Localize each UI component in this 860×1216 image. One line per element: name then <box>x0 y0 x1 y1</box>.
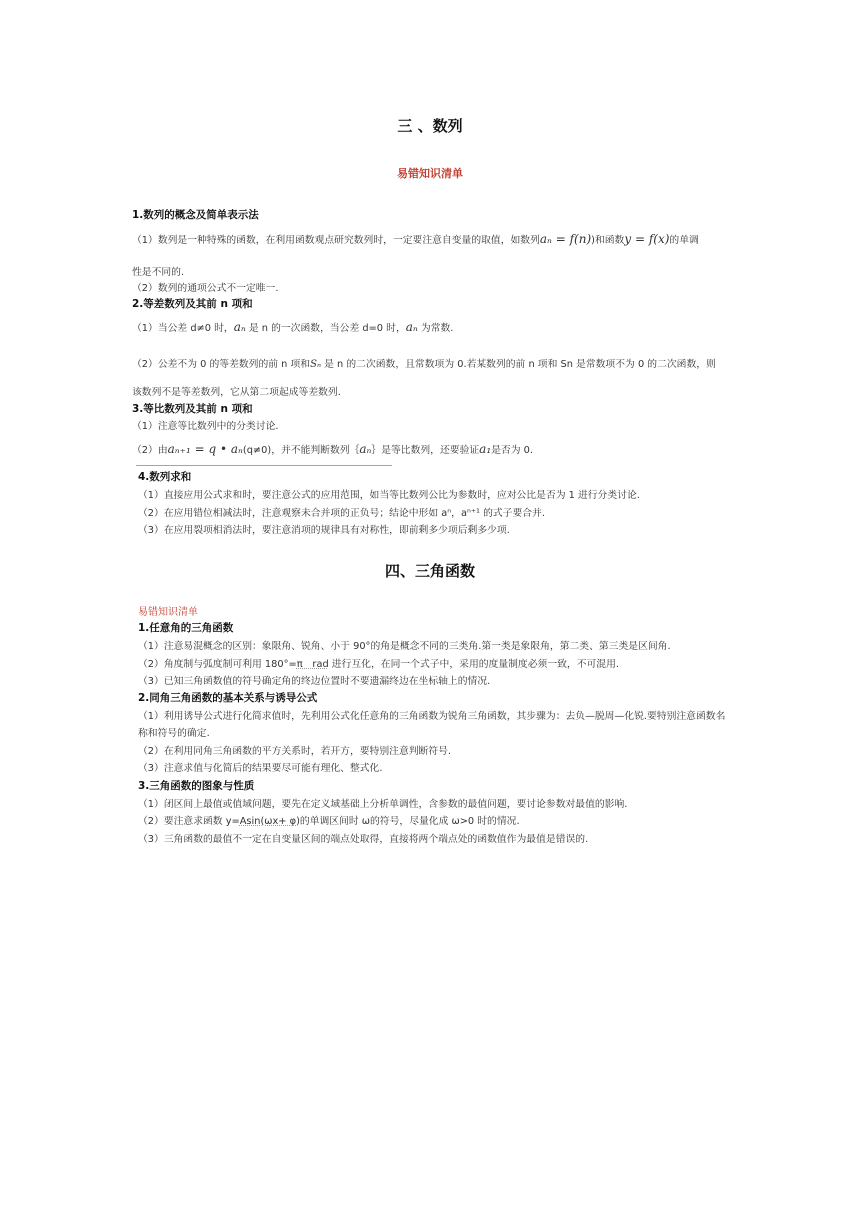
paragraph: （3）三角函数的最值不一定在自变量区间的端点处取得，直接将两个端点处的函数值作为最值是错误的. <box>138 834 589 845</box>
heading-arbitrary-angle: 1.任意角的三角函数 <box>138 622 234 634</box>
heading-geometric-sequence: 3.等比数列及其前 n 项和 <box>132 403 253 415</box>
section-title-trigonometry: 四、三角函数 <box>384 562 475 580</box>
paragraph: （2）在应用错位相减法时，注意观察未合并项的正负号；结论中形如 aⁿ，aⁿ⁺¹ 的式子要合并. <box>138 508 545 519</box>
section-subtitle: 易错知识清单 <box>138 607 198 618</box>
paragraph: （2）数列的通项公式不一定唯一. <box>132 283 279 294</box>
text: 的单调 <box>669 235 699 246</box>
formula: aₙ <box>359 442 372 456</box>
text: ｝是等比数列，还要验证 <box>371 445 480 456</box>
formula: a₁ <box>479 442 492 456</box>
heading-arithmetic-sequence: 2.等差数列及其前 n 项和 <box>132 298 253 310</box>
paragraph: 性是不同的. <box>132 267 185 278</box>
text: （1）数列是一种特殊的函数，在利用函数观点研究数列时，一定要注意自变量的取值，如数列 <box>132 235 540 246</box>
text: （2）要注意求函数 y= <box>138 816 240 827</box>
paragraph <box>132 442 533 456</box>
section-subtitle: 易错知识清单 <box>397 167 463 180</box>
text: 是 n 的二次函数，且常数项为 0.若某数列的前 n 项和 Sn 是常数项不为 0 的二次函数，则 <box>321 359 716 370</box>
text: 为常数. <box>417 323 454 334</box>
text: （2）角度制与弧度制可利用 180°= <box>138 659 297 670</box>
text: （2）公差不为 0 的等差数列的前 n 项和 <box>132 359 311 370</box>
paragraph: （1）闭区间上最值或值域问题，要先在定义域基础上分析单调性，含参数的最值问题，要讨论参数对最值的影响. <box>138 799 628 810</box>
paragraph <box>132 320 453 334</box>
text: )和函数 <box>591 235 625 246</box>
formula: aₙ <box>233 320 246 334</box>
formula: Sₙ <box>310 359 321 370</box>
paragraph: （3）注意求值与化简后的结果要尽可能有理化、整式化. <box>138 763 383 774</box>
heading-sequence-sum: 4.数列求和 <box>138 471 192 483</box>
formula: aₙ₊₁ = q • aₙ <box>167 442 243 456</box>
text: 是 n 的一次函数，当公差 d=0 时， <box>245 323 406 334</box>
paragraph: （2）在利用同角三角函数的平方关系时，若开方，要特别注意判断符号. <box>138 746 452 757</box>
paragraph <box>132 232 699 246</box>
heading-sequence-concept: 1.数列的概念及简单表示法 <box>132 209 259 221</box>
text: π rad <box>296 659 329 670</box>
formula: y = f(x) <box>624 232 670 246</box>
text: 是否为 0. <box>491 445 533 456</box>
paragraph: （1）注意易混概念的区别：象限角、锐角、小于 90°的角是概念不同的三类角.第一类是象限角，第二类、第三类是区间角. <box>138 641 671 652</box>
paragraph: （1）利用诱导公式进行化简求值时，先利用公式化任意角的三角函数为锐角三角函数，其步骤为：去负—脱周—化锐.要特别注意函数名称和符号的确定. <box>138 711 726 739</box>
text: 进行互化，在同一个式子中，采用的度量制度必须一致，不可混用. <box>328 659 620 670</box>
paragraph: （1）直接应用公式求和时，要注意公式的应用范围，如当等比数列公比为参数时，应对公比是否为 1 进行分类讨论. <box>138 490 640 501</box>
paragraph <box>132 356 716 370</box>
text: (q≠0)，并不能判断数列｛ <box>242 445 360 456</box>
paragraph: （3）在应用裂项相消法时，要注意消项的规律具有对称性，即前剩多少项后剩多少项. <box>138 525 510 536</box>
text: Asin(ωx+ φ) <box>239 816 300 827</box>
heading-identities: 2.同角三角函数的基本关系与诱导公式 <box>138 692 318 704</box>
text: （2）由 <box>132 445 168 456</box>
formula: aₙ <box>405 320 418 334</box>
section-title-sequences: 三 、数列 <box>397 117 463 135</box>
formula: aₙ = f(n) <box>539 232 592 246</box>
divider-line <box>136 465 392 466</box>
paragraph: 该数列不是等差数列，它从第二项起成等差数列. <box>132 387 341 398</box>
paragraph <box>138 656 619 670</box>
text: （1）当公差 d≠0 时， <box>132 323 234 334</box>
paragraph: （1）注意等比数列中的分类讨论. <box>132 421 279 432</box>
paragraph <box>138 813 520 827</box>
heading-graphs-properties: 3.三角函数的图象与性质 <box>138 780 255 792</box>
paragraph: （3）已知三角函数值的符号确定角的终边位置时不要遗漏终边在坐标轴上的情况. <box>138 676 491 687</box>
text: 的单调区间时 ω的符号，尽量化成 ω>0 时的情况. <box>299 816 520 827</box>
